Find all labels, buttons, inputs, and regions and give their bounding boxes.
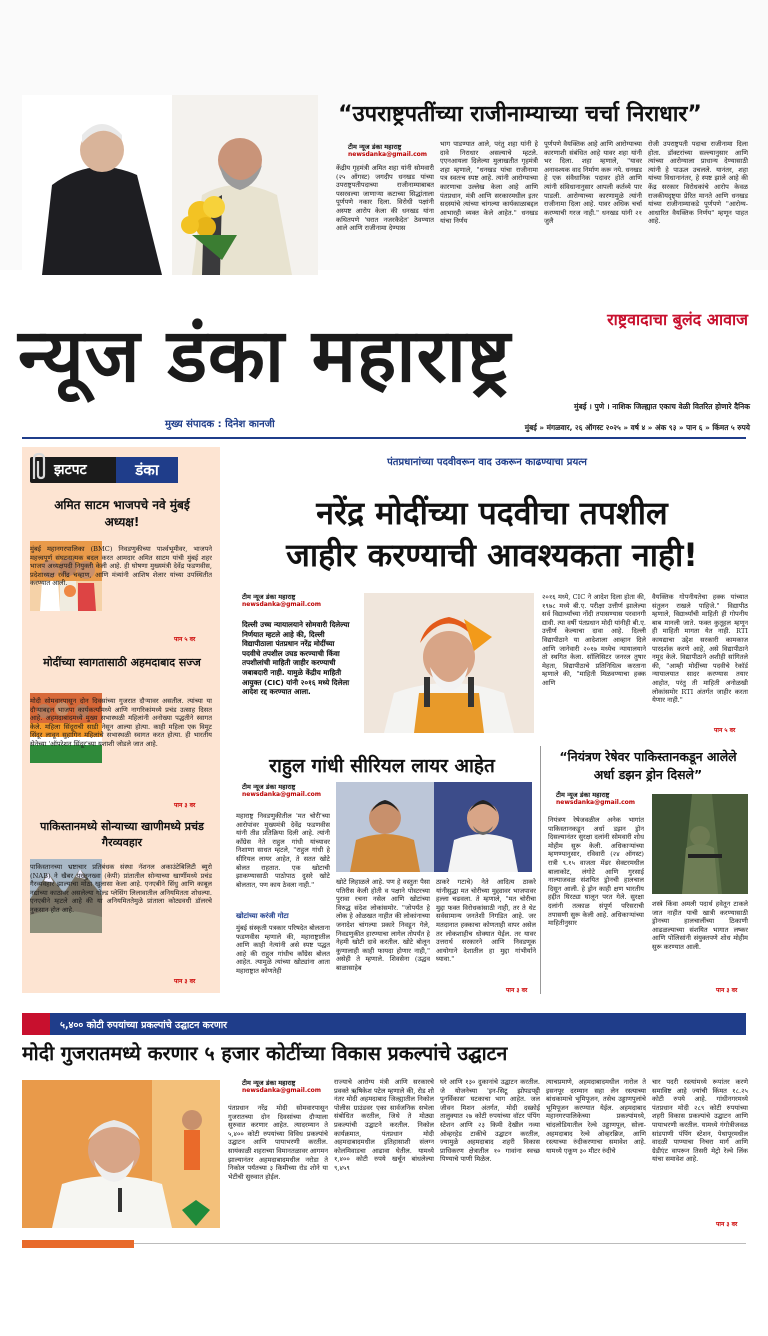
paperclip-icon (28, 451, 50, 481)
sidebar-item-3-ref: पान ३ वर (174, 978, 196, 985)
top-story-headline: “उपराष्ट्रपतींच्या राजीनाम्याच्या चर्चा निराधार” (338, 102, 702, 127)
drone-story-byline: टीम न्यूज डंका महाराष्ट्र newsdanka@gmail.com (556, 791, 636, 806)
masthead-rule (22, 437, 746, 439)
bottom-story-byline: टीम न्यूज डंका महाराष्ट्र newsdanka@gmail.com (242, 1079, 322, 1094)
bottom-story-col5: चार पदरी रस्त्यांमध्ये रूपांतर करणे समाविष्ट आहे ज्यांची किंमत १८.२५ कोटी रुपये आहे. गांधीनगरमध्ये पंतप्रधान मोदी २८९ कोटी रुपयांच्या शहरी विकास प्रकल्पांचे उद्घाटन आणि पायाभरणी करतील. यामध्ये गंगोत्रीजवळ सांडपाणी पंपिंग स्टेशन, पेथापूरमधील वादळी पाण्याचा निचरा मार्ग आणि ग्रेडीएंट वापरून तिसरी मेट्रो रेल्वे लिंक यांचा समावेश आहे. (652, 1078, 748, 1164)
rahul-story-col2: खोटे लिहाळले आहे. पण हे वस्तुतः पैसा पतिरीस केली होती व पक्षाने पोस्टरच्या पुरावा रचना नसेल आणि खोटांच्या विरुद्ध संदेश लोकांसमोर. "जोपर्यंत हे लोक हे ओळखत नाहीत की लोकांनाच्या जनादेश चांगल्या प्रकारे निवडून गेले, निवडणुकीत हारण्याचा लागेल तोपर्यंत हे नेहमी खोटी दावे करतील. खोटे बोलून कुणालाही काही फायदा होणार नाही," असेही ते म्हणाले. शिवसेना (उद्धव बाळासाहेब (336, 878, 430, 972)
top-story-col1: केंद्रीय गृहमंत्री अमित शहा यांनी सोमवारी (२५ ऑगस्ट) जगदीप धनखड यांच्या उपराष्ट्रपतीपदाच्या राजीनाम्याबाबत पसरवल्या जाणाऱ्या कटाच्या सिद्धांताला पूर्णपणे नकार दिला. विरोधी पक्षांनी अस्पष्ट आरोप केला की धनखड यांना कथितपणे 'घरात नजरकैदेत' ठेवण्यात आले आणि राजीनामा देण्यास (336, 164, 434, 233)
sidebar-label-a: झटपट (54, 462, 87, 478)
lead-story-headline-1: नरेंद्र मोदींच्या पदवीचा तपशील (316, 494, 668, 532)
masthead-title: न्यूज डंका महाराष्ट्र (18, 313, 512, 399)
bottom-story-col1: पंतप्रधान नरेंद्र मोदी सोमवारपासून गुजरातच्या दोन दिवसांच्या दौऱ्याला सुरुवात करणार आहेत. त्यादरम्यान ते ५,४०० कोटी रुपयांच्या विविध प्रकल्पांचे उद्घाटन आणि पायाभरणी करतील. सायंकाळी शहराच्या विमानतळावर आगमन झाल्यानंतर अहमदाबादमधील नरोडा ते निकोल पर्यंतच्या ३ किमीच्या रोड शोने या भेटीची सुरुवात होईल. (228, 1104, 328, 1181)
top-story-byline: टीम न्यूज डंका महाराष्ट्र newsdanka@gmail.com (348, 143, 428, 158)
rahul-story-byline: टीम न्यूज डंका महाराष्ट्र newsdanka@gmail.com (242, 783, 322, 798)
photo-two-men-flowers (22, 95, 318, 275)
masthead (0, 280, 768, 440)
top-story-photo (22, 95, 318, 275)
bottom-story-kicker: ५,४०० कोटी रुपयांच्या प्रकल्पांचे उद्घाटन करणार (60, 1020, 228, 1031)
bottom-story-col3: घरे आणि १३० दुकानांचे उद्घाटन करतील. जे योजनेच्या 'इन-सिटू झोपडपट्टी पुनर्विकास' घटकाचा भाग आहेत. जल जीवन मिशन अंतर्गत, मोदी दस्क्रोई तालुक्यात २७ कोटी रुपयांच्या वॉटर पंपिंग स्टेशन आणि २३ किमी देखील नव्या ओव्हरहेड टाकीचे उद्घाटन करतील, ज्यामुळे अहमदाबाद शहरी विकास प्राधिकरण क्षेत्रातील १० गावांना स्वच्छ पिण्याचे पाणी मिळेल. (440, 1078, 540, 1164)
top-story-col2: भाग पाडण्यात आले, परंतु शहा यांनी हे दावे निराधार असल्याचे म्हटले. एएनआयला दिलेल्या मुलाखतीत गृहमंत्री शहा म्हणाले, "धनखड यांचा राजीनामा पत्र स्वतःच स्पष्ट आहे. त्यांनी आरोग्याच्या कारणाचा उल्लेख केला आहे आणि पंतप्रधान, मंत्री आणि सरकारमधील इतर सदस्यांचे त्यांच्या चांगल्या कार्यकाळाबद्दल आभारही व्यक्त केले आहेत." धनखड यांचा निर्णय (440, 140, 538, 226)
bottom-story-headline: मोदी गुजरातमध्ये करणार ५ हजार कोटींच्या विकास प्रकल्पांचे उद्घाटन (22, 1042, 508, 1065)
drone-story-col2: शस्त्रे किंवा अमली पदार्थ हवेतून टाकले जात नाहीत याची खात्री करण्यासाठी ड्रोनच्या हालचालींच्या ठिकाणी आढळल्याच्या संशयित भागात लष्कर आणि पोलिसांनी संयुक्तपणे शोध मोहीम सुरू करण्यात आली. (652, 900, 748, 951)
masthead-editor: मुख्य संपादक : दिनेश कानजी (165, 419, 275, 430)
drone-story-headline: “नियंत्रण रेषेवर पाकिस्तानकडून आलेले अर्धा डझन ड्रोन दिसले” (559, 749, 737, 782)
lead-story-intro: दिल्ली उच्च न्यायालयाने सोमवारी दिलेल्या निर्णयात म्हटले आहे की, दिल्ली विद्यापीठाला पंतप्रधान नरेंद्र मोदींच्या पदवीचे तपशील उघड करण्याची किंवा तपशीलांची माहिती जाहीर करण्याची जबाबदारी नाही. यामुळे केंद्रीय माहिती आयुक्त (CIC) यांनी २०१६ मध्ये दिलेला आदेश रद्द करण्यात आला. (242, 620, 350, 697)
top-story (0, 0, 768, 270)
masthead-tagline: मुंबई । पुणे । नाशिक जिल्ह्यात एकाच वेळी वितरित होणारे दैनिक (574, 402, 750, 411)
top-story-col4: रोजी उपराष्ट्रपती पदाचा राजीनामा दिला होता. डॉक्टरांच्या सल्ल्यानुसार आणि त्यांच्या आरोग्याला प्राधान्य देण्यासाठी त्यांनी हे पाऊल उचलले. यानंतर, शहा यांच्या विधानानंतर, हे स्पष्ट झाले आहे की केंद्र सरकार विरोधकांचे आरोप केवळ राजकीयदृष्ट्या प्रेरित मानते आणि धनखड यांच्या राजीनाम्याकडे पूर्णपणे "आरोग्य-आधारित वैयक्तिक निर्णय" म्हणून पाहत आहे. (648, 140, 748, 226)
sidebar-item-1-text: मुंबई महानगरपालिका (BMC) निवडणुकीच्या पार्श्वभूमीवर, भाजपने महत्त्वपूर्ण संघटनात्मक बदल करत आमदार अमित साटम यांची मुंबई शहर भाजप अध्यक्षपदी नियुक्ती केली आहे. ही घोषणा मुख्यमंत्री देवेंद्र फडणवीस, प्रदेशाध्यक्ष रवींद्र चव्हाण, आणि मंत्र्यांनी आशिष शेलार यांच्या उपस्थितीत करण्यात आली. (30, 545, 212, 588)
lead-story-ref: पान ५ वर (714, 727, 736, 734)
lead-story-photo (364, 593, 534, 733)
drone-story-col1: नियंत्रण रेषेजवळील अनेक भागांत पाकिस्तानकडून अर्धा डझन ड्रोन दिसल्यानंतर सुरक्षा दलांनी सोमवारी शोध मोहीम सुरू केली. अधिकाऱ्यांच्या म्हणण्यानुसार, रविवारी (२४ ऑगस्ट) रात्री ९.१५ वाजता मेंढर सेक्टरमधील बालाकोट, लंगोटे आणि गुरसाई नाल्याजवळ संशयित ड्रोनची हालचाल दिसून आली. हे ड्रोन काही क्षण भारतीय हद्दीत घिरट्या घालून परत गेले. सुरक्षा दलांनी तत्काळ संपूर्ण परिसराची तपासणी सुरू केली आहे. अधिकाऱ्यांच्या माहितीनुसार (548, 816, 644, 928)
bottom-story-ref: पान ३ वर (716, 1221, 738, 1228)
drone-story-ref: पान ३ वर (716, 987, 738, 994)
sidebar-label-b: डंका (116, 457, 178, 483)
sidebar-item-3-text: पाकिस्तानच्या भ्रष्टाचार प्रतिबंधक संस्था नॅशनल अकाउंटेबिलिटी ब्युरो (NAB) ने खैबर पख्तुनख्वा (केपी) प्रांतातील सोन्याच्या खाणींमध्ये प्रचंड गैरव्यवहार झाल्याचा मोठा खुलासा केला आहे. एनएबीने सिंधु आणि काबूल नद्यांच्या काठावर असलेल्या गोल्ड प्लेसिंग लिलावातील अनियमितता शोधल्या. एनएबीने म्हटले आहे की या अनियमिततेमुळे प्रांताला कोट्यवधी डॉलरचे नुकसान होत आहे. (30, 863, 212, 914)
bottom-kicker-accent (22, 1013, 50, 1035)
masthead-slogan: राष्ट्रवादाचा बुलंद आवाज (607, 310, 748, 329)
sidebar-item-2-text: मोदी सोमवारपासून दोन दिवसांच्या गुजरात दौऱ्यावर असतील. त्यांच्या या दौऱ्याबद्दल भाजपा कार्यकर्त्यांमध्ये आणि नागरिकांमध्ये प्रचंड उत्साह दिसत आहे. अहमदाबादमध्ये मुख्य सभास्थळी महिलांनी अनोख्या पद्धतीने स्वागत केले. महिला सिंदूराची साडी नेसून आल्या होत्या. काही महिला एक विमूट सिंदूर लावून सुहागिन महिलांचे सभास्थळी स्वागत करत होत्या. ही भारतीय सेनेच्या 'ऑपरेशन सिंदूर'च्या यशाशी जोडले जात आहे. (30, 697, 212, 748)
drone-story-photo (652, 794, 748, 894)
rahul-story-col1b: मुंबई संस्कृती पत्रकार परिषदेत बोलताना फडणवीस म्हणाले की, महाराष्ट्रातील आणि काही नेत्यांनी असे स्पष्ट पद्धत आहे की राहुल गांधीच काँग्रेस बोलत आहेत. त्यामुळे त्यांच्या खोट्यांना आता महाराष्ट्रात कोणतेही (236, 924, 330, 975)
bottom-rule (134, 1243, 746, 1244)
lead-story-col3: वैयक्तिक गोपनीयतेचा हक्क यांच्यात संतुलन राखले पाहिजे." विद्यापीठ म्हणाले, विद्यार्थ्यांची माहिती ही गोपनीय बाब मानली जाते. फक्त कुतूहल म्हणून ही माहिती मागता येत नाही. RTI कायद्याचा उद्देश सरकारी कामकाज पारदर्शक करणे आहे, असे विद्यापीठाने नमूद केले. विद्यापीठाने अशीही सांगितले की, "आम्ही मोदींच्या पदवीचे रेकॉर्ड न्यायालयात सादर करण्यास तयार आहोत, परंतु ती माहिती अनोळखी लोकांसमोर RTI अंतर्गत जाहीर करता येणार नाही." (652, 593, 748, 705)
rahul-story-ref: पान ३ वर (506, 987, 528, 994)
lead-story-headline-2: जाहीर करण्याची आवश्यकता नाही! (286, 536, 698, 574)
lead-story-byline: टीम न्यूज डंका महाराष्ट्र newsdanka@gmail.com (242, 593, 322, 608)
rahul-story-subhead: खोटांच्या करंजी गोटा (236, 912, 289, 920)
sidebar-zatpat (22, 447, 220, 993)
rahul-story-photo (336, 782, 532, 872)
sidebar-item-1-ref: पान ५ वर (174, 636, 196, 643)
lead-story-col2: २०१६ मध्ये, CIC ने आदेश दिला होता की, १९७८ मध्ये बी.ए. परीक्षा उत्तीर्ण झालेल्या सर्व विद्यार्थ्यांच्या नोंदी तपासण्यास परवानगी द्यावी. त्या वर्षी पंतप्रधान मोदी यांनीही बी.ए. उत्तीर्ण केल्याचा दावा आहे. दिल्ली विद्यापीठाने या आदेशाला आव्हान दिले आणि जानेवारी २०१७ मध्येच न्यायालयाने तो स्थगित केला. सॉलिसिटर जनरल तुषार मेहता, विद्यापीठाचे प्रतिनिधित्व करताना म्हणाले की, "माहिती मिळवण्याचा हक्क आणि (542, 593, 646, 687)
sidebar-item-2-headline: मोदींच्या स्वागतासाठी अहमदाबाद सज्ज (43, 656, 201, 669)
sidebar-item-3-headline: पाकिस्तानमध्ये सोन्याच्या खाणीमध्ये प्रचंड गैरव्यवहार (40, 820, 204, 849)
column-divider (540, 746, 541, 994)
bottom-story-col2: राज्याचे आरोग्य मंत्री आणि सरकारचे प्रवक्ते ऋषिकेश पटेल म्हणाले की, रोड शो नंतर मोदी अहमदाबाद जिल्ह्यातील निकोल पोलीस ग्राउंडवर एका सार्वजनिक सभेला संबोधित करतील, जिथे ते मोठ्या प्रकल्पांची उद्घाटने करतील. निकोल कार्यक्रमात, पंतप्रधान मोदी अहमदाबादमधील इतिहासाशी संलग्न कोलमिवाडचा आढावा घेतील. यामध्ये १,४०० कोटी रुपये खर्चून बांधलेल्या ९,४५९ (334, 1078, 434, 1172)
sidebar-item-2-ref: पान ३ वर (174, 802, 196, 809)
top-story-col3: पूर्णपणे वैयक्तिक आहे आणि आरोग्याच्या कारणाशी संबंधित आहे यावर शहा यांनी भर दिला. शहा म्हणाले, "यावर अनावश्यक वाद निर्माण करू नये. धनखड हे एक संवैधानिक पदावर होते आणि त्यांनी संविधानानुसार आपली कर्तव्ये पार पाडली. आरोग्याच्या कारणामुळे त्यांनी राजीनामा दिला आहे. यावर अधिक चर्चा करण्याची गरज नाही." धनखड यांनी २१ जुलै (544, 140, 642, 226)
sidebar-item-1-headline: अमित साटम भाजपचे नवे मुंबई अध्यक्ष! (54, 498, 190, 529)
rahul-story-headline: राहुल गांधी सीरियल लायर आहेत (269, 755, 495, 777)
bottom-story-photo (22, 1080, 220, 1228)
lead-story-kicker: पंतप्रधानांच्या पदवीवरून वाद उकरून काढण्याचा प्रयत्न (387, 457, 587, 468)
masthead-dateline: मुंबई » मंगळवार, २६ ऑगस्ट २०२५ » वर्ष ४ » अंक ९३ » पान ६ » किंमत ५ रुपये (524, 423, 750, 432)
rahul-story-col3: ठाकरे गटाचे) नेते आदित्य ठाकरे यांनीसुद्धा मत चोरीच्या मुद्द्यावर भाजपावर हल्ला चढवला. ते म्हणाले, "मत चोरीचा मुद्दा फक्त विरोधकांसाठी नाही, तर ते थेट सर्वसामान्य जनतेशी निगडित आहे. जर मतदानात हक्काचा कोणताही वापर असेल तर लोकशाहीच धोक्यात येईल. तर यावर उत्तरार्थ सरकारने आणि निवडणूक आयोगाने देशातील हा मुद्दा गांभीर्याने घ्यावा." (436, 878, 536, 964)
rahul-story-col1: महाराष्ट्र निवडणुकीतील 'मत चोरी'च्या आरोपांवर मुख्यमंत्री देवेंद्र फडणवीस यांनी तीव्र प्रतिक्रिया दिली आहे. त्यांनी काँग्रेस नेते राहुल गांधी यांच्यावर निशाणा साधत म्हटले, "राहुल गांधी हे सीरियल लायर आहेत, ते सतत खोटे बोलत राहतात. एक खोटाची झाकण्यासाठी पाठोपाठ दुसरे खोटे बोलतात, पण काय ठेवला नाही." (236, 812, 330, 889)
bottom-story-col4: त्याचप्रमाणे, अहमदाबादमधील नारोल ते इसनपूर दरम्यान सहा लेन रस्त्याच्या बांधकामाचे भूमिपूजन, तसेच उड्डाणपुलांचे भूमिपूजन करण्यात येईल. अहमदाबाद महानगरपालिकेच्या प्रकल्पांमध्ये, चांदलोडियातील रेल्वे उड्डाणपूल, सोला-अहमदाबाद रेल्वे ओव्हरब्रिज, आणि रस्त्याच्या रुंदीकरणाचा समावेश आहे. यामध्ये एकूण ३० मीटर रुंदीचे (546, 1078, 646, 1155)
bottom-accent-bar (22, 1240, 134, 1248)
